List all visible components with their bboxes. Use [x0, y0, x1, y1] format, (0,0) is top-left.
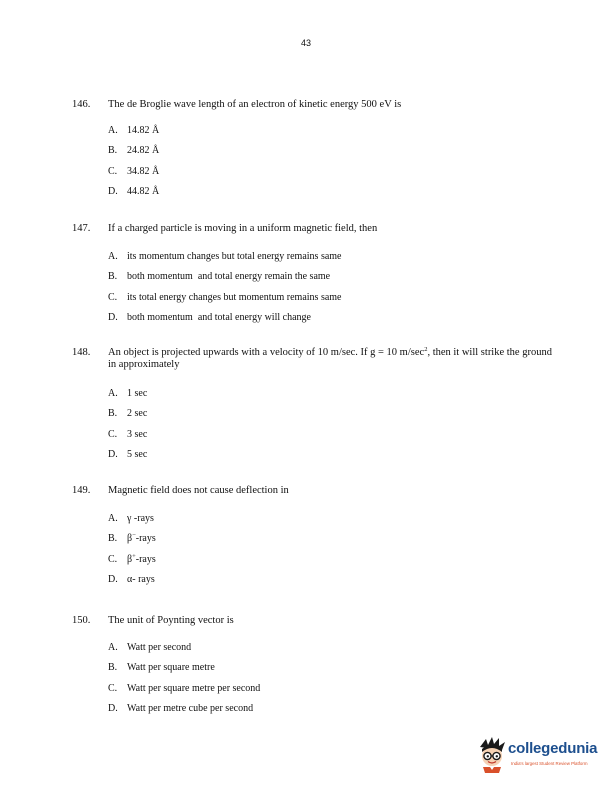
question-number: 149. [72, 485, 91, 496]
option-b [108, 533, 552, 545]
option-letter: C. [108, 291, 118, 303]
question-number: 150. [72, 615, 91, 626]
option-text: Watt per metre cube per second [127, 703, 254, 715]
option-letter: A. [108, 125, 118, 136]
option-letter: C. [108, 553, 118, 565]
page-number: 43 [300, 38, 311, 48]
option-letter: D. [108, 703, 118, 715]
question-number: 148. [72, 347, 91, 358]
exponent: 2 [424, 346, 428, 353]
option-letter: B. [108, 271, 118, 283]
option-c [108, 292, 552, 304]
option-a [108, 388, 552, 400]
option-text: 14.82 Å [127, 125, 160, 136]
option-a [108, 513, 552, 525]
option-text [127, 533, 156, 545]
option-d [108, 449, 552, 461]
option-text: γ -rays [127, 513, 154, 524]
beta-symbol: β [127, 533, 133, 545]
option-b [108, 271, 552, 283]
option-letter: B. [108, 533, 118, 545]
option-list [108, 642, 552, 715]
charge-sign: − [132, 532, 136, 540]
question-text: The unit of Poynting vector is [108, 615, 234, 626]
question-number: 147. [72, 223, 91, 234]
option-text: both momentum and total energy remain the same [127, 271, 331, 283]
question-text-end: , then it will strike the ground in approximately [108, 347, 552, 370]
option-text: both momentum and total energy will change [127, 312, 311, 324]
option-letter: C. [108, 682, 118, 694]
option-d [108, 186, 552, 198]
option-d [108, 312, 552, 324]
option-a [108, 125, 552, 137]
option-text: 44.82 Å [127, 186, 160, 198]
beta-symbol: β [127, 553, 133, 565]
option-text: Watt per square metre per second [127, 682, 261, 694]
option-letter: B. [108, 408, 118, 420]
option-letter: A. [108, 388, 118, 399]
option-text: 1 sec [127, 388, 148, 399]
question-150 [72, 615, 552, 724]
option-b [108, 145, 552, 157]
option-letter: C. [108, 428, 118, 440]
logo-tagline: India's largest Student Review Platform [511, 761, 588, 766]
option-text [127, 554, 156, 566]
question-text-start: An object is projected upwards with a velocity of 10 m/sec. If g = 10 m/sec [108, 347, 425, 358]
option-text: 24.82 Å [127, 145, 160, 157]
question-146 [72, 99, 552, 207]
option-list [108, 513, 552, 586]
option-letter: A. [108, 642, 118, 653]
option-d [108, 703, 552, 715]
logo-wordmark: collegedunia [508, 740, 598, 757]
question-text: The de Broglie wave length of an electron of kinetic energy 500 eV is [108, 99, 402, 110]
option-list [108, 251, 552, 324]
question-147 [72, 223, 552, 333]
option-letter: B. [108, 145, 118, 157]
question-149 [72, 485, 552, 595]
option-list [108, 125, 552, 198]
option-text: α- rays [127, 574, 155, 586]
question-text: Magnetic field does not cause deflection in [108, 485, 289, 496]
charge-sign: + [132, 552, 136, 560]
option-b [108, 408, 552, 420]
option-c [108, 166, 552, 178]
option-text-suffix: -rays [135, 553, 156, 565]
mascot-icon [474, 735, 510, 775]
option-d [108, 574, 552, 586]
option-text: Watt per second [127, 642, 192, 653]
option-text: 3 sec [127, 428, 148, 440]
option-letter: A. [108, 513, 118, 524]
option-text: 5 sec [127, 449, 148, 461]
option-letter: D. [108, 312, 118, 324]
question-text: If a charged particle is moving in a uniform magnetic field, then [108, 223, 378, 234]
option-text: Watt per square metre [127, 662, 215, 674]
option-text: 2 sec [127, 408, 148, 420]
option-text: 34.82 Å [127, 165, 160, 177]
option-text: its total energy changes but momentum remains same [127, 291, 342, 303]
question-number: 146. [72, 99, 91, 110]
option-a [108, 251, 552, 263]
option-list [108, 388, 552, 461]
option-b [108, 662, 552, 674]
option-c [108, 683, 552, 695]
option-letter: C. [108, 165, 118, 177]
option-letter: D. [108, 574, 118, 586]
option-c [108, 429, 552, 441]
option-letter: A. [108, 251, 118, 262]
option-letter: D. [108, 186, 118, 198]
option-text: its momentum changes but total energy remains same [127, 251, 342, 262]
question-text [108, 347, 552, 371]
option-letter: B. [108, 662, 118, 674]
option-text-suffix: -rays [135, 533, 156, 545]
collegedunia-logo [474, 735, 608, 775]
option-a [108, 642, 552, 654]
option-letter: D. [108, 449, 118, 461]
question-148 [72, 347, 552, 470]
option-c [108, 554, 552, 566]
